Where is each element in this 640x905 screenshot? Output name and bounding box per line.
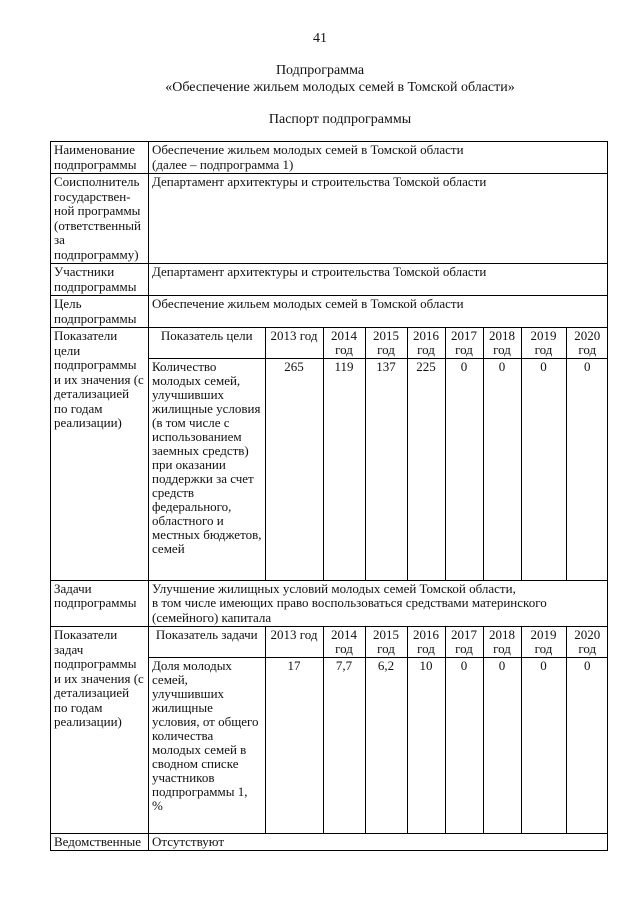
goal-year-2015: 2015 год — [365, 328, 407, 359]
task-value-2018: 0 — [483, 658, 521, 833]
row-name-label: Наименование подпрограммы — [51, 142, 149, 174]
task-year-2014: 2014 год — [323, 627, 365, 658]
goal-indicators-header — [149, 328, 608, 359]
row-coexecutor-value: Департамент архитектуры и строительства Томской области — [149, 174, 608, 264]
row-tasks-label: Задачи подпрограммы — [51, 580, 149, 627]
task-indicator-name: Доля молодых семей, улучшивших жилищные условия, от общего количества молодых семей в сводном списке участников подпрограммы 1, % — [149, 658, 265, 833]
passport-heading: Паспорт подпрограммы — [268, 112, 412, 127]
task-indicators-table — [149, 627, 608, 833]
goal-value-2014: 119 — [323, 359, 365, 580]
row-name-value — [149, 142, 608, 174]
goal-year-2020: 2020 год — [566, 328, 608, 359]
goal-year-2018: 2018 год — [483, 328, 521, 359]
row-name — [51, 142, 608, 174]
goal-indicator-row — [149, 359, 608, 580]
row-name-value-line1: Обеспечение жильем молодых семей в Томской области — [152, 142, 464, 157]
task-indicators-cell — [149, 627, 608, 834]
row-departmental — [51, 833, 608, 851]
task-year-2016: 2016 год — [407, 627, 445, 658]
task-indicator-row — [149, 658, 608, 833]
row-tasks-value — [149, 580, 608, 627]
row-goal-value: Обеспечение жильем молодых семей в Томской области — [149, 296, 608, 328]
goal-year-2017: 2017 год — [445, 328, 483, 359]
task-value-2019: 0 — [521, 658, 566, 833]
goal-value-2015: 137 — [365, 359, 407, 580]
task-indicator-head: Показатель задачи — [149, 627, 265, 658]
row-name-value-line2: (далее – подпрограмма 1) — [152, 156, 294, 172]
task-value-2017: 0 — [445, 658, 483, 833]
task-value-2015: 6,2 — [365, 658, 407, 833]
row-goal-label: Цель подпрограммы — [51, 296, 149, 328]
row-goal — [51, 296, 608, 328]
row-tasks-value-line2: в том числе имеющих право воспользоваться средствами материнского — [152, 595, 547, 610]
goal-indicator-head: Показатель цели — [149, 328, 265, 359]
task-value-2016: 10 — [407, 658, 445, 833]
row-goal-indicators-label: Показатели цели подпрограммы и их значения (с детализацией по годам реализации) — [51, 328, 149, 581]
task-year-2019: 2019 год — [521, 627, 566, 658]
row-task-indicators-label: Показатели задач подпрограммы и их значения (с детализацией по годам реализации) — [51, 627, 149, 834]
goal-indicators-table — [149, 328, 608, 580]
row-tasks — [51, 580, 608, 627]
task-year-2020: 2020 год — [566, 627, 608, 658]
goal-value-2019: 0 — [521, 359, 566, 580]
goal-year-2014: 2014 год — [323, 328, 365, 359]
row-participants — [51, 264, 608, 296]
subprogram-title: Подпрограмма — [275, 63, 365, 78]
goal-year-2019: 2019 год — [521, 328, 566, 359]
task-year-2013: 2013 год — [265, 627, 323, 658]
goal-year-2013: 2013 год — [265, 328, 323, 359]
task-value-2013: 17 — [265, 658, 323, 833]
row-tasks-value-line1: Улучшение жилищных условий молодых семей Томской области, — [152, 580, 516, 596]
task-indicators-header — [149, 627, 608, 658]
goal-value-2013: 265 — [265, 359, 323, 580]
goal-value-2017: 0 — [445, 359, 483, 580]
row-departmental-label: Ведомственные — [51, 833, 149, 851]
row-participants-value: Департамент архитектуры и строительства Томской области — [149, 264, 608, 296]
passport-table — [50, 141, 608, 851]
task-value-2014: 7,7 — [323, 658, 365, 833]
row-coexecutor — [51, 174, 608, 264]
task-year-2018: 2018 год — [483, 627, 521, 658]
page-number: 41 — [313, 31, 327, 46]
subprogram-name: «Обеспечение жильем молодых семей в Томской области» — [165, 80, 515, 95]
goal-value-2016: 225 — [407, 359, 445, 580]
goal-year-2016: 2016 год — [407, 328, 445, 359]
task-year-2017: 2017 год — [445, 627, 483, 658]
goal-value-2020: 0 — [566, 359, 608, 580]
task-year-2015: 2015 год — [365, 627, 407, 658]
task-value-2020: 0 — [566, 658, 608, 833]
row-task-indicators — [51, 627, 608, 834]
goal-indicator-name: Количество молодых семей, улучшивших жилищные условия (в том числе с использованием заемных средств) при оказании поддержки за счет средств федерального, областного и местных бюджетов, семей — [149, 359, 265, 580]
goal-indicators-cell — [149, 328, 608, 581]
row-tasks-value-line3: (семейного) капитала — [152, 609, 272, 625]
row-participants-label: Участники подпрограммы — [51, 264, 149, 296]
row-coexecutor-label: Соисполнитель государствен-ной программы (ответственный за подпрограмму) — [51, 174, 149, 264]
row-departmental-value: Отсутствуют — [149, 833, 608, 851]
goal-value-2018: 0 — [483, 359, 521, 580]
row-goal-indicators — [51, 328, 608, 581]
